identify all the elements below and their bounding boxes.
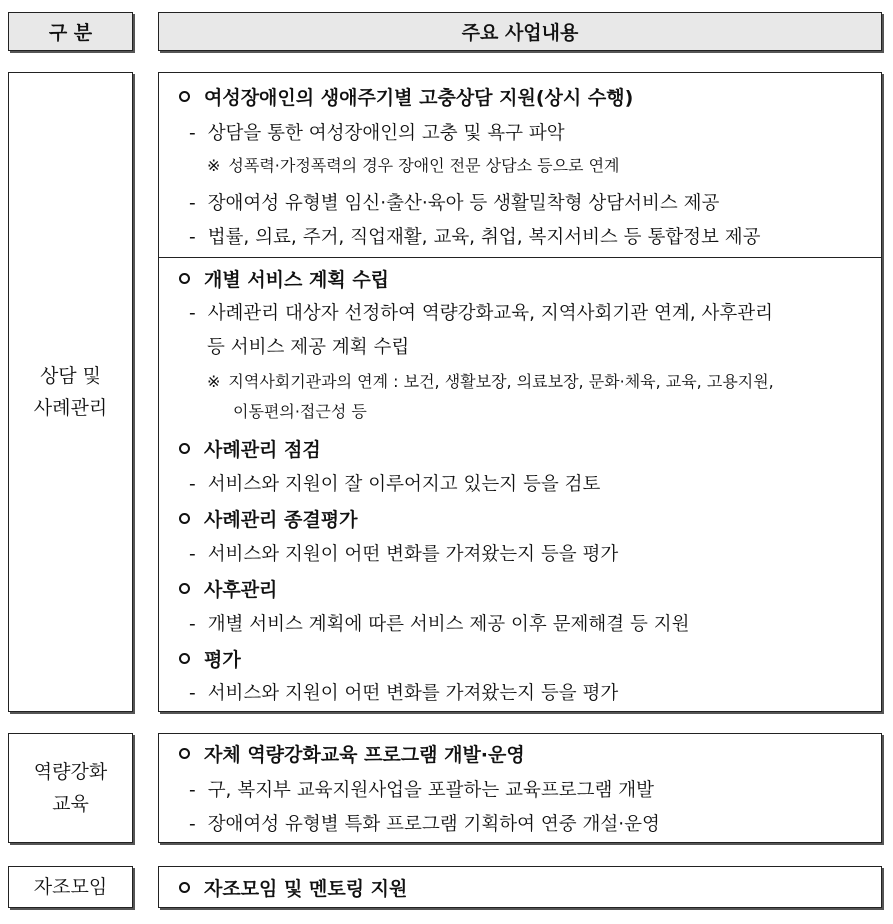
content-header-label: 주요 사업내용: [461, 22, 579, 44]
list-item: - 개별 서비스 계획에 따른 서비스 제공 이후 문제해결 등 지원: [189, 614, 690, 635]
list-item: - 상담을 통한 여성장애인의 고충 및 욕구 파악: [189, 123, 565, 144]
content-cell-counseling: [158, 72, 882, 712]
section-heading: 사례관리 종결평가: [179, 505, 357, 532]
circle-bullet-icon: [179, 273, 190, 284]
category-header: [8, 12, 133, 51]
section-heading: 자체 역량강화교육 프로그램 개발·운영: [179, 740, 525, 767]
list-item: - 구, 복지부 교육지원사업을 포괄하는 교육프로그램 개발: [189, 780, 655, 801]
section-divider: [159, 257, 881, 258]
category-label-line: 자조모임: [33, 876, 108, 898]
list-item: - 서비스와 지원이 어떤 변화를 가져왔는지 등을 평가: [189, 544, 619, 565]
content-header: [158, 12, 882, 51]
category-header-label: 구 분: [48, 22, 93, 44]
section-heading: 개별 서비스 계획 수립: [179, 265, 389, 292]
section-heading: 평가: [179, 645, 241, 672]
list-item: - 법률, 의료, 주거, 직업재활, 교육, 취업, 복지서비스 등 통합정보 제공: [189, 227, 761, 248]
section-heading: 사례관리 점검: [179, 435, 321, 462]
circle-bullet-icon: [179, 583, 190, 594]
circle-bullet-icon: [179, 513, 190, 524]
section-heading: 자조모임 및 멘토링 지원: [179, 874, 407, 901]
list-item: - 서비스와 지원이 어떤 변화를 가져왔는지 등을 평가: [189, 683, 619, 704]
note-item: ※ 지역사회기관과의 연계 : 보건, 생활보장, 의료보장, 문화·체육, 교육, 고용지원,: [207, 372, 774, 391]
content-cell-selfhelp: [158, 866, 882, 908]
section-heading: 사후관리: [179, 575, 277, 602]
circle-bullet-icon: [179, 882, 190, 893]
note-item: ※ 성폭력·가정폭력의 경우 장애인 전문 상담소 등으로 연계: [207, 156, 620, 175]
list-item: - 장애여성 유형별 특화 프로그램 기획하여 연중 개설·운영: [189, 814, 660, 835]
category-label-line: 상담 및: [39, 365, 102, 387]
section-heading: 여성장애인의 생애주기별 고충상담 지원(상시 수행): [179, 83, 633, 110]
note-item-continuation: 이동편의·접근성 등: [233, 402, 367, 421]
list-item: - 사례관리 대상자 선정하여 역량강화교육, 지역사회기관 연계, 사후관리: [189, 303, 773, 324]
category-cell-selfhelp: [8, 866, 133, 908]
category-label-line: 역량강화: [33, 761, 108, 783]
circle-bullet-icon: [179, 748, 190, 759]
list-item: - 서비스와 지원이 잘 이루어지고 있는지 등을 검토: [189, 474, 601, 495]
list-item: - 장애여성 유형별 임신·출산·육아 등 생활밀착형 상담서비스 제공: [189, 193, 720, 214]
content-cell-education: [158, 733, 882, 843]
category-cell-education: [8, 733, 133, 843]
circle-bullet-icon: [179, 91, 190, 102]
category-cell-counseling: [8, 72, 133, 712]
category-label-line: 교육: [52, 793, 89, 815]
circle-bullet-icon: [179, 443, 190, 454]
circle-bullet-icon: [179, 653, 190, 664]
list-item-continuation: 등 서비스 제공 계획 수립: [207, 337, 410, 358]
category-label-line: 사례관리: [33, 397, 108, 419]
